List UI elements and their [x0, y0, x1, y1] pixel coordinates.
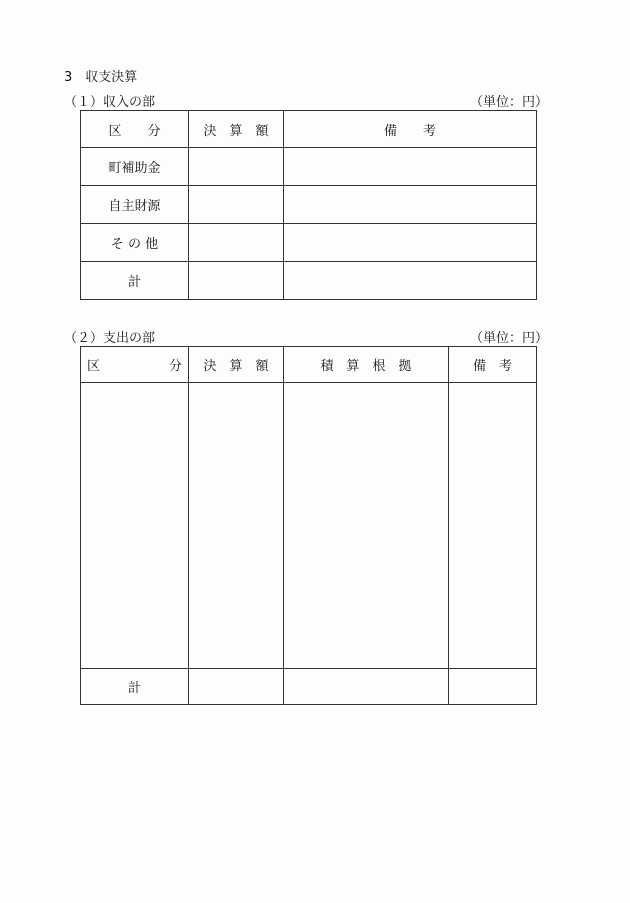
expense-basis-cell[interactable] [284, 383, 449, 669]
income-total-amount-cell[interactable] [189, 262, 284, 300]
expense-total-amount-cell[interactable] [189, 669, 284, 705]
income-total-note-cell[interactable] [284, 262, 537, 300]
expense-unit: （単位：円） [470, 331, 549, 346]
income-header-amount: 決 算 額 [189, 111, 284, 148]
income-note-cell[interactable] [284, 224, 537, 262]
income-amount-cell[interactable] [189, 224, 284, 262]
income-note-cell[interactable] [284, 148, 537, 186]
income-amount-cell[interactable] [189, 186, 284, 224]
income-unit: （単位：円） [470, 95, 549, 110]
income-table [80, 110, 537, 300]
expense-header-basis: 積 算 根 拠 [284, 347, 449, 383]
income-total-label: 計 [81, 262, 189, 300]
expense-table [80, 346, 537, 705]
income-row-label: そ の 他 [81, 224, 189, 262]
income-header-category: 区 分 [81, 111, 189, 148]
expense-note-cell[interactable] [449, 383, 537, 669]
expense-header-amount: 決 算 額 [189, 347, 284, 383]
section-title: 3 収支決算 [64, 70, 138, 85]
expense-header-note: 備 考 [449, 347, 537, 383]
income-amount-cell[interactable] [189, 148, 284, 186]
expense-category-cell[interactable] [81, 383, 189, 669]
expense-heading: （２）支出の部 [64, 331, 156, 346]
expense-header-category-right: 分 [168, 359, 182, 374]
income-row-label: 自主財源 [81, 186, 189, 224]
expense-total-basis-cell[interactable] [284, 669, 449, 705]
expense-header-category [81, 347, 189, 383]
expense-total-label: 計 [81, 669, 189, 705]
income-row-label: 町補助金 [81, 148, 189, 186]
expense-total-note-cell[interactable] [449, 669, 537, 705]
expense-amount-cell[interactable] [189, 383, 284, 669]
income-note-cell[interactable] [284, 186, 537, 224]
expense-header-category-left: 区 [87, 359, 101, 374]
income-heading: （１）収入の部 [64, 95, 156, 110]
income-header-note: 備 考 [284, 111, 537, 148]
